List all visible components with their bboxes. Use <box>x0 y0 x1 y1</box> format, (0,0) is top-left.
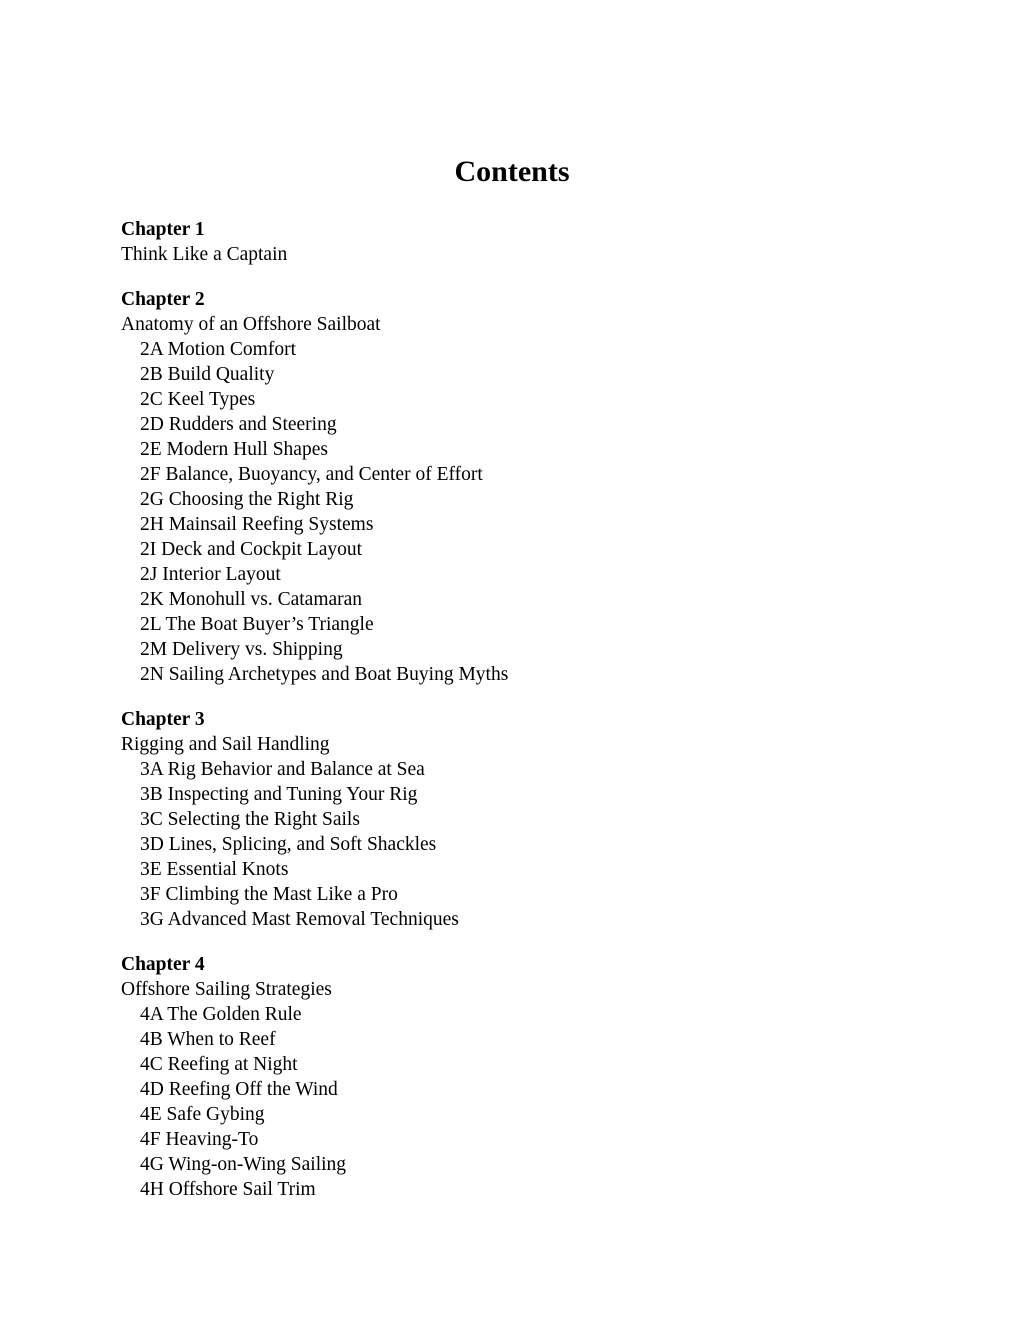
section-entry: 2A Motion Comfort <box>140 339 297 360</box>
chapter-title: Rigging and Sail Handling <box>121 734 330 755</box>
section-entry: 4D Reefing Off the Wind <box>140 1079 338 1100</box>
page-title: Contents <box>454 155 570 188</box>
section-entry: 2N Sailing Archetypes and Boat Buying Myths <box>140 664 509 685</box>
chapter-label: Chapter 1 <box>121 219 205 240</box>
section-entry: 4C Reefing at Night <box>140 1054 298 1075</box>
chapter-title: Anatomy of an Offshore Sailboat <box>121 314 381 335</box>
section-entry: 2J Interior Layout <box>140 564 281 585</box>
section-entry: 3A Rig Behavior and Balance at Sea <box>140 759 425 780</box>
section-entry: 4H Offshore Sail Trim <box>140 1179 316 1200</box>
section-entry: 2I Deck and Cockpit Layout <box>140 539 363 560</box>
section-entry: 2M Delivery vs. Shipping <box>140 639 343 660</box>
section-entry: 2C Keel Types <box>140 389 256 410</box>
section-list <box>121 757 921 932</box>
section-entry: 3E Essential Knots <box>140 859 289 880</box>
section-entry: 2B Build Quality <box>140 364 275 385</box>
section-entry: 3F Climbing the Mast Like a Pro <box>140 884 398 905</box>
chapter-block <box>121 217 921 267</box>
chapter-block <box>121 287 921 687</box>
section-entry: 2H Mainsail Reefing Systems <box>140 514 374 535</box>
section-entry: 3D Lines, Splicing, and Soft Shackles <box>140 834 437 855</box>
chapter-title: Think Like a Captain <box>121 244 288 265</box>
section-entry: 4E Safe Gybing <box>140 1104 265 1125</box>
section-entry: 2L The Boat Buyer’s Triangle <box>140 614 374 635</box>
chapter-block <box>121 952 921 1202</box>
section-entry: 2D Rudders and Steering <box>140 414 337 435</box>
section-entry: 4G Wing-on-Wing Sailing <box>140 1154 347 1175</box>
chapter-label: Chapter 2 <box>121 289 205 310</box>
section-entry: 4B When to Reef <box>140 1029 276 1050</box>
section-entry: 3G Advanced Mast Removal Techniques <box>140 909 459 930</box>
chapter-label: Chapter 4 <box>121 954 205 975</box>
chapter-block <box>121 707 921 932</box>
section-entry: 2F Balance, Buoyancy, and Center of Effort <box>140 464 483 485</box>
section-list <box>121 337 921 687</box>
section-list <box>121 1002 921 1202</box>
section-entry: 2G Choosing the Right Rig <box>140 489 354 510</box>
chapter-label: Chapter 3 <box>121 709 205 730</box>
section-entry: 2E Modern Hull Shapes <box>140 439 328 460</box>
section-entry: 2K Monohull vs. Catamaran <box>140 589 363 610</box>
section-entry: 3B Inspecting and Tuning Your Rig <box>140 784 418 805</box>
section-entry: 3C Selecting the Right Sails <box>140 809 360 830</box>
chapter-title: Offshore Sailing Strategies <box>121 979 332 1000</box>
section-entry: 4F Heaving-To <box>140 1129 259 1150</box>
section-entry: 4A The Golden Rule <box>140 1004 302 1025</box>
table-of-contents <box>121 217 921 1222</box>
